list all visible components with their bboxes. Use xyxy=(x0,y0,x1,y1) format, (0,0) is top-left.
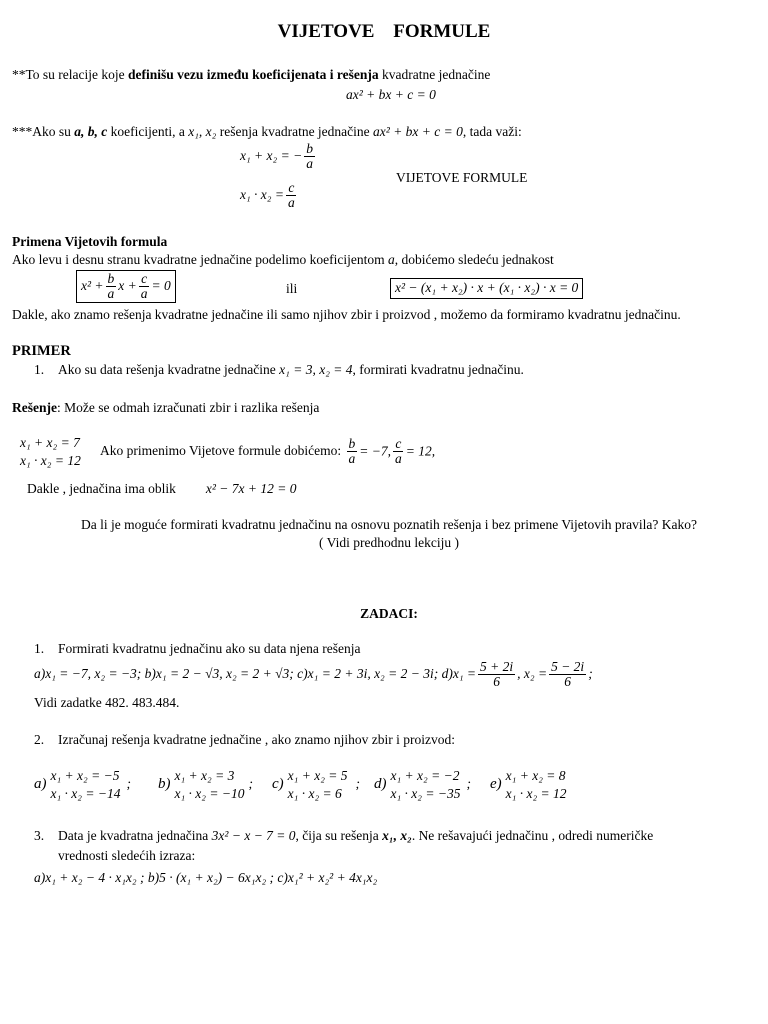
box1-c-frac xyxy=(139,272,150,301)
example-item-num: 1. xyxy=(34,362,45,377)
task2-c-sep: ; xyxy=(355,776,360,792)
application-heading: Primena Vijetovih formula xyxy=(12,234,168,249)
task2-b-sep: ; xyxy=(248,776,253,792)
r1-den: a xyxy=(348,451,356,467)
f1-fraction xyxy=(304,142,315,171)
f1-den: a xyxy=(306,156,313,172)
task2-num: 2. xyxy=(34,732,45,747)
def-middle2: rešenja kvadratne jednačine xyxy=(216,124,374,139)
box1-end: = 0 xyxy=(151,277,171,293)
task3-suffix: . Ne rešavajući jednačinu , odredi numeričke xyxy=(411,828,654,843)
task2-e-label: e) xyxy=(490,776,502,793)
task2-d-label: d) xyxy=(374,776,387,793)
box1-c-num: c xyxy=(141,271,148,286)
f1-lhs: x₁ + x₂ = − xyxy=(240,147,303,163)
intro-text xyxy=(12,67,490,84)
task1-f2-den: 6 xyxy=(564,674,571,690)
task2-a-sys xyxy=(51,767,121,802)
task2-c-prod: x₁ · x₂ = 6 xyxy=(287,785,342,801)
f1-num: b xyxy=(306,141,313,156)
application-conclusion: Dakle, ako znamo rešenja kvadratne jednačine ili samo njihov zbir i proizvod , možemo da formiramo kvadratnu jednačinu. xyxy=(12,307,681,322)
f2-fraction xyxy=(286,181,297,210)
tasks-heading: ZADACI: xyxy=(360,606,418,621)
vieta-formula-product xyxy=(240,181,299,210)
task2-a-prod: x₁ · x₂ = −14 xyxy=(50,785,121,801)
task-2 xyxy=(34,732,455,749)
apply-ratios xyxy=(345,436,436,467)
def-middle: koeficijenti, a xyxy=(107,124,189,139)
r1-frac xyxy=(347,437,358,466)
solution-prod: x₁ · x₂ = 12 xyxy=(20,452,81,468)
box1-b-frac xyxy=(106,272,117,301)
task2-d-sep: ; xyxy=(466,776,471,792)
task2-c-label: c) xyxy=(272,776,284,793)
solution-sum: x₁ + x₂ = 7 xyxy=(20,435,80,450)
task1-text: Formirati kvadratnu jednačinu ako su data njena rešenja xyxy=(58,641,361,656)
task2-item-a xyxy=(34,767,131,802)
task1-end: ; xyxy=(588,666,593,682)
task1-reference: Vidi zadatke 482. 483.484. xyxy=(34,695,180,710)
def-roots: x₁, x₂ xyxy=(188,124,217,139)
result-eq: x² − 7x + 12 = 0 xyxy=(205,481,297,496)
r1-val: = −7, xyxy=(359,443,392,459)
intro-equation: ax² + bx + c = 0 xyxy=(346,87,436,102)
task2-e-prod: x₁ · x₂ = 12 xyxy=(505,785,567,801)
task1-mid: , x₂ = xyxy=(517,666,548,682)
task3-expression: a)x₁ + x₂ − 4 · x₁x₂ ; b)5 · (x₁ + x₂) − 6x₁x₂ ; c)x₁² + x₂² + 4x₁x₂ xyxy=(34,870,378,885)
box1-a: x² + xyxy=(81,277,104,293)
def-prefix: ***Ako su xyxy=(12,124,75,139)
task2-e-sys xyxy=(506,767,567,802)
def-suffix: , tada važi: xyxy=(462,124,522,139)
task2-d-sys xyxy=(391,767,461,802)
task2-c-sum: x₁ + x₂ = 5 xyxy=(287,768,348,783)
r2-val: = 12, xyxy=(405,443,436,459)
task2-a-label: a) xyxy=(34,776,47,793)
f2-den: a xyxy=(287,195,295,211)
task-1 xyxy=(34,641,361,658)
task1-expr: a)x₁ = −7, x₂ = −3; b)x₁ = 2 − √3, x₂ = 2 + √3; c)x₁ = 2 + 3i, x₂ = 2 − 3i; d)x₁ = xyxy=(34,666,477,682)
task2-item-b xyxy=(158,767,253,802)
task3-roots: x₁, x₂ xyxy=(382,828,412,843)
task-3 xyxy=(34,828,653,845)
solution-line xyxy=(12,400,319,417)
task3-prefix: Data je kvadratna jednačina xyxy=(58,828,212,843)
ili-text: ili xyxy=(286,281,298,296)
r1-num: b xyxy=(348,436,356,451)
result-line xyxy=(27,481,296,498)
task2-b-label: b) xyxy=(158,776,171,793)
app-line1-suffix: , dobićemo sledeću jednakost xyxy=(394,252,554,267)
apply-line xyxy=(100,437,435,466)
task2-a-sep: ; xyxy=(126,776,131,792)
r2-den: a xyxy=(395,451,402,467)
task3-mid: , čija su rešenja xyxy=(295,828,383,843)
example-item-prefix: Ako su data rešenja kvadratne jednačine xyxy=(58,362,280,377)
example-heading: PRIMER xyxy=(12,343,71,359)
page-title: VIJETOVE FORMULE xyxy=(277,21,491,42)
task2-item-d xyxy=(374,767,471,802)
example-item xyxy=(34,362,524,379)
def-eq: ax² + bx + c = 0 xyxy=(373,124,463,139)
intro-prefix: **To su relacije koje xyxy=(12,67,129,82)
solution-system xyxy=(20,434,81,469)
task2-d-prod: x₁ · x₂ = −35 xyxy=(390,785,461,801)
task2-c-sys xyxy=(288,767,348,802)
task1-expression xyxy=(34,660,593,689)
task1-f1-den: 6 xyxy=(493,674,500,690)
boxed-equation-2 xyxy=(390,278,583,299)
boxed-equation-1 xyxy=(76,270,176,303)
task2-b-sys xyxy=(175,767,245,802)
task2-text: Izračunaj rešenja kvadratne jednačine , ako znamo njihov zbir i proizvod: xyxy=(58,732,455,747)
task3-line2: vrednosti sledećih izraza: xyxy=(58,848,196,863)
task1-frac1 xyxy=(478,660,515,689)
def-coefs: a, b, c xyxy=(74,124,108,139)
task1-f1-num: 5 + 2i xyxy=(480,659,514,674)
vieta-label: VIJETOVE FORMULE xyxy=(396,170,528,185)
solution-sys xyxy=(20,434,81,469)
box-2: x² − (x₁ + x₂) · x + (x₁ · x₂) · x = 0 xyxy=(390,278,583,299)
task2-d-sum: x₁ + x₂ = −2 xyxy=(390,768,460,783)
task2-e-sum: x₁ + x₂ = 8 xyxy=(505,768,566,783)
task1-num: 1. xyxy=(34,641,45,656)
box-1 xyxy=(76,270,176,303)
f2-num: c xyxy=(288,180,295,195)
apply-text: Ako primenimo Vijetove formule dobićemo: xyxy=(100,443,345,459)
solution-text: : Može se odmah izračunati zbir i razlika rešenja xyxy=(56,400,320,415)
r2-frac xyxy=(393,437,404,466)
question-text: Da li je moguće formirati kvadratnu jednačinu na osnovu poznatih rešenja i bez primene Vijetovih pravila? Kako? xyxy=(81,517,697,532)
task1-f2-num: 5 − 2i xyxy=(551,659,585,674)
task2-b-sum: x₁ + x₂ = 3 xyxy=(174,768,235,783)
intro-bold: definišu vezu između koeficijenata i rešenja xyxy=(128,67,379,82)
task2-a-sum: x₁ + x₂ = −5 xyxy=(50,768,120,783)
box1-b-den: a xyxy=(107,286,115,302)
example-item-values: x₁ = 3, x₂ = 4 xyxy=(279,362,353,377)
task1-frac2 xyxy=(549,660,586,689)
task2-item-c xyxy=(272,767,360,802)
task2-item-e xyxy=(490,767,567,802)
box1-mid: x + xyxy=(118,277,137,293)
r2-num: c xyxy=(395,436,402,451)
app-line1-prefix: Ako levu i desnu stranu kvadratne jednačine podelimo koeficijentom xyxy=(12,252,389,267)
solution-label: Rešenje xyxy=(12,400,57,415)
definition-line xyxy=(12,124,522,141)
task3-eq: 3x² − x − 7 = 0 xyxy=(211,828,296,843)
box1-c-den: a xyxy=(140,286,148,302)
example-item-suffix: , formirati kvadratnu jednačinu. xyxy=(352,362,524,377)
hint-text: ( Vidi predhodnu lekciju ) xyxy=(319,535,459,550)
f2-lhs: x₁ · x₂ = xyxy=(240,186,284,202)
task2-b-prod: x₁ · x₂ = −10 xyxy=(174,785,245,801)
box1-b-num: b xyxy=(107,271,115,286)
intro-suffix: kvadratne jednačine xyxy=(378,67,491,82)
app-line1-coef: a xyxy=(388,252,395,267)
vieta-formula-sum xyxy=(240,142,317,171)
result-text: Dakle , jednačina ima oblik xyxy=(27,481,176,496)
task3-num: 3. xyxy=(34,828,45,843)
application-line1 xyxy=(12,252,554,269)
